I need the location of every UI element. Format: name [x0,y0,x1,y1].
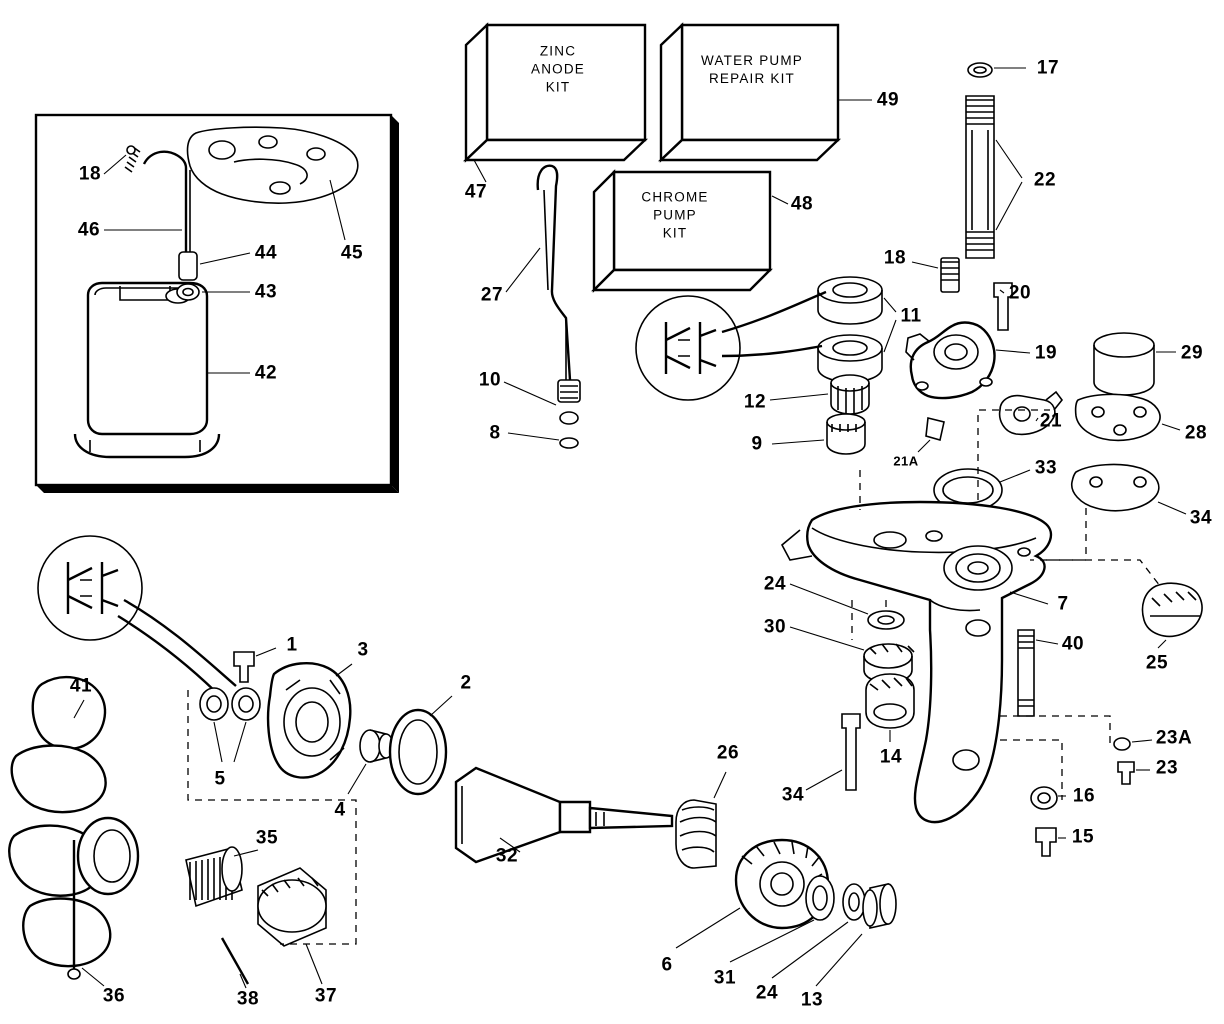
callout-number: 2 [460,672,472,694]
callout-number: 9 [751,433,763,455]
callout-number: 32 [495,845,519,867]
callout-number: 8 [489,422,501,444]
callout-number: 43 [254,281,278,303]
callout-number: 41 [69,675,93,697]
callout-number: 29 [1180,342,1204,364]
callout-number: 34 [781,784,805,806]
callout-number: 20 [1008,282,1032,304]
callout-number: 47 [464,181,488,203]
callout-number: 4 [334,799,346,821]
callout-number: 13 [800,989,824,1011]
callout-number: 31 [713,967,737,989]
callout-number: 17 [1036,57,1060,79]
callout-number: 6 [661,954,673,976]
callout-number: 3 [357,639,369,661]
callout-number: 11 [900,305,922,327]
callout-number: 48 [790,193,814,215]
callout-number: 36 [102,985,126,1007]
callout-number: 23 [1155,757,1179,779]
callout-number: 40 [1061,633,1085,655]
callout-number: 46 [77,219,101,241]
callout-number: 49 [876,89,900,111]
callout-number: 15 [1071,826,1095,848]
callout-number: 7 [1057,593,1069,615]
callout-number: 1 [286,634,298,656]
callout-number: 24 [763,573,787,595]
callout-number: 12 [743,391,767,413]
callout-number: 5 [214,768,226,790]
callout-number: 22 [1033,169,1057,191]
callout-number: 21 [1039,410,1063,432]
callout-number: 34 [1189,507,1213,529]
callout-number: 35 [255,827,279,849]
callout-number: 26 [716,742,740,764]
callout-number: 33 [1034,457,1058,479]
callout-number: 44 [254,242,278,264]
callout-number: 14 [879,746,903,768]
callout-number: 24 [755,982,779,1004]
callout-number: 28 [1184,422,1208,444]
callout-number: 23A [1155,727,1193,749]
kit-label-zinc-anode: ZINC ANODE KIT [530,43,586,96]
kit-label-chrome-pump: CHROME PUMP KIT [641,189,709,242]
callout-number: 42 [254,362,278,384]
callout-number: 10 [478,369,502,391]
callout-number: 38 [236,988,260,1010]
callout-number: 16 [1072,785,1096,807]
callout-number: 27 [480,284,504,306]
callout-number: 18 [883,247,907,269]
callout-number: 21A [893,453,919,469]
callout-number: 37 [314,985,338,1007]
kit-label-water-pump-repair: WATER PUMP REPAIR KIT [701,52,803,86]
callout-number: 18 [78,163,102,185]
callout-number: 25 [1145,652,1169,674]
callout-number: 30 [763,616,787,638]
callout-number: 19 [1034,342,1058,364]
callout-number: 45 [340,242,364,264]
